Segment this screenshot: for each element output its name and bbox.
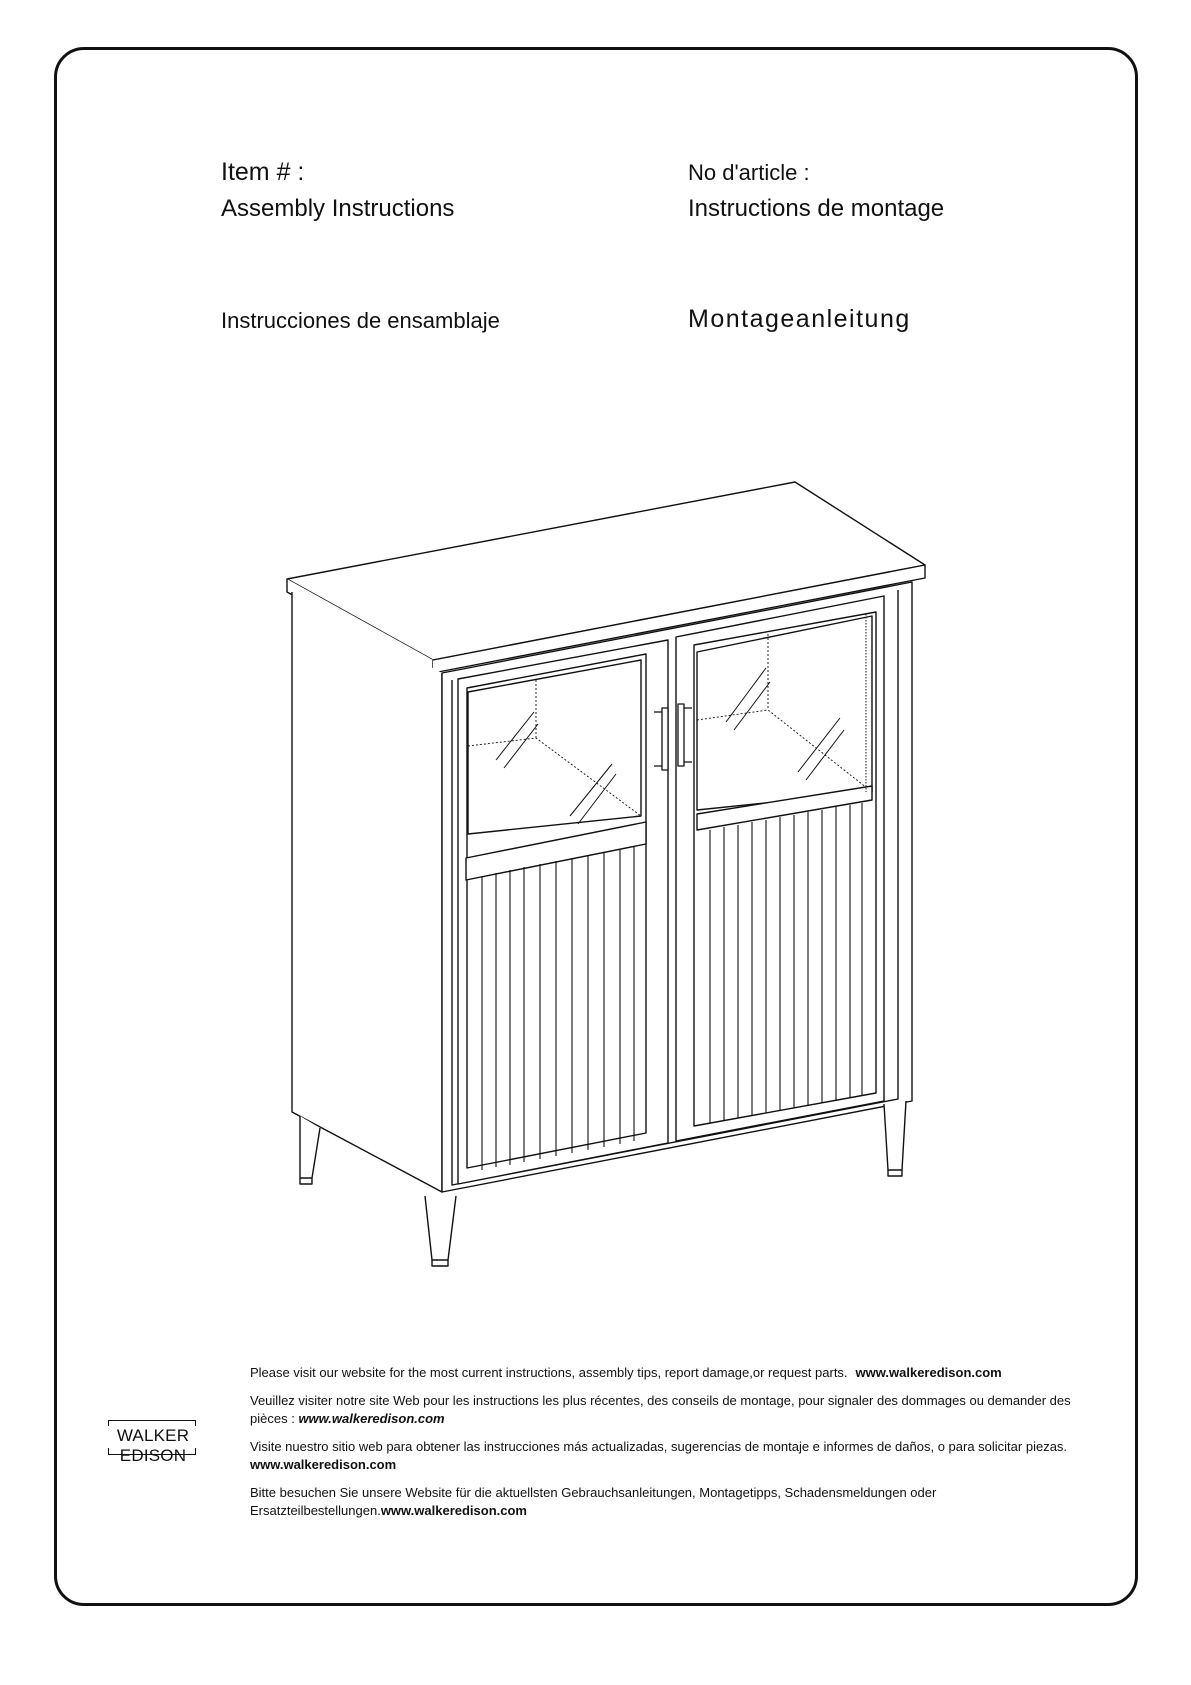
leg-front-left bbox=[425, 1196, 456, 1260]
item-number-label: Item # : bbox=[221, 158, 305, 186]
note-de bbox=[250, 1484, 1110, 1520]
logo-bar-top bbox=[108, 1420, 196, 1421]
note-es-url-link[interactable]: www.walkeredison.com bbox=[250, 1457, 397, 1472]
left-door bbox=[458, 640, 668, 1184]
note-fr-text: Veuillez visiter notre site Web pour les instructions les plus récentes, des conseils de montage, pour signaler des dommages ou demander des pièces : bbox=[250, 1393, 1071, 1426]
note-de-text: Bitte besuchen Sie unsere Website für die aktuellsten Gebrauchsanleitungen, Montagetipps, Schadensmeldungen oder Ersatzteilbestellungen. bbox=[250, 1485, 937, 1518]
note-fr-url-link[interactable]: www.walkeredison.com bbox=[298, 1411, 445, 1426]
article-number-label-fr: No d'article : bbox=[688, 160, 810, 185]
assembly-instructions-heading-de: Montageanleitung bbox=[688, 305, 911, 333]
note-en-text: Please visit our website for the most current instructions, assembly tips, report damage,or request parts. bbox=[250, 1365, 848, 1380]
note-en-url-link[interactable]: www.walkeredison.com bbox=[855, 1365, 1002, 1380]
website-notes bbox=[250, 1364, 1110, 1530]
note-es bbox=[250, 1438, 1110, 1474]
note-fr bbox=[250, 1392, 1110, 1428]
logo-bar-bottom bbox=[108, 1454, 196, 1455]
note-en bbox=[250, 1364, 1110, 1382]
leg-front-right bbox=[884, 1101, 906, 1170]
cabinet-illustration bbox=[280, 480, 930, 1280]
brand-logo bbox=[82, 1418, 224, 1465]
logo-wordmark: WALKER EDISON bbox=[116, 1426, 190, 1465]
assembly-instructions-heading-en: Assembly Instructions bbox=[221, 195, 455, 222]
assembly-instructions-heading-es: Instrucciones de ensamblaje bbox=[221, 308, 500, 333]
assembly-instructions-heading-fr: Instructions de montage bbox=[688, 195, 945, 222]
note-de-url-link[interactable]: www.walkeredison.com bbox=[380, 1503, 527, 1518]
cabinet-left-side bbox=[292, 592, 442, 1192]
note-es-text: Visite nuestro sitio web para obtener las instrucciones más actualizadas, sugerencias de montaje e informes de daños, o para solicitar piezas. bbox=[250, 1439, 1068, 1454]
